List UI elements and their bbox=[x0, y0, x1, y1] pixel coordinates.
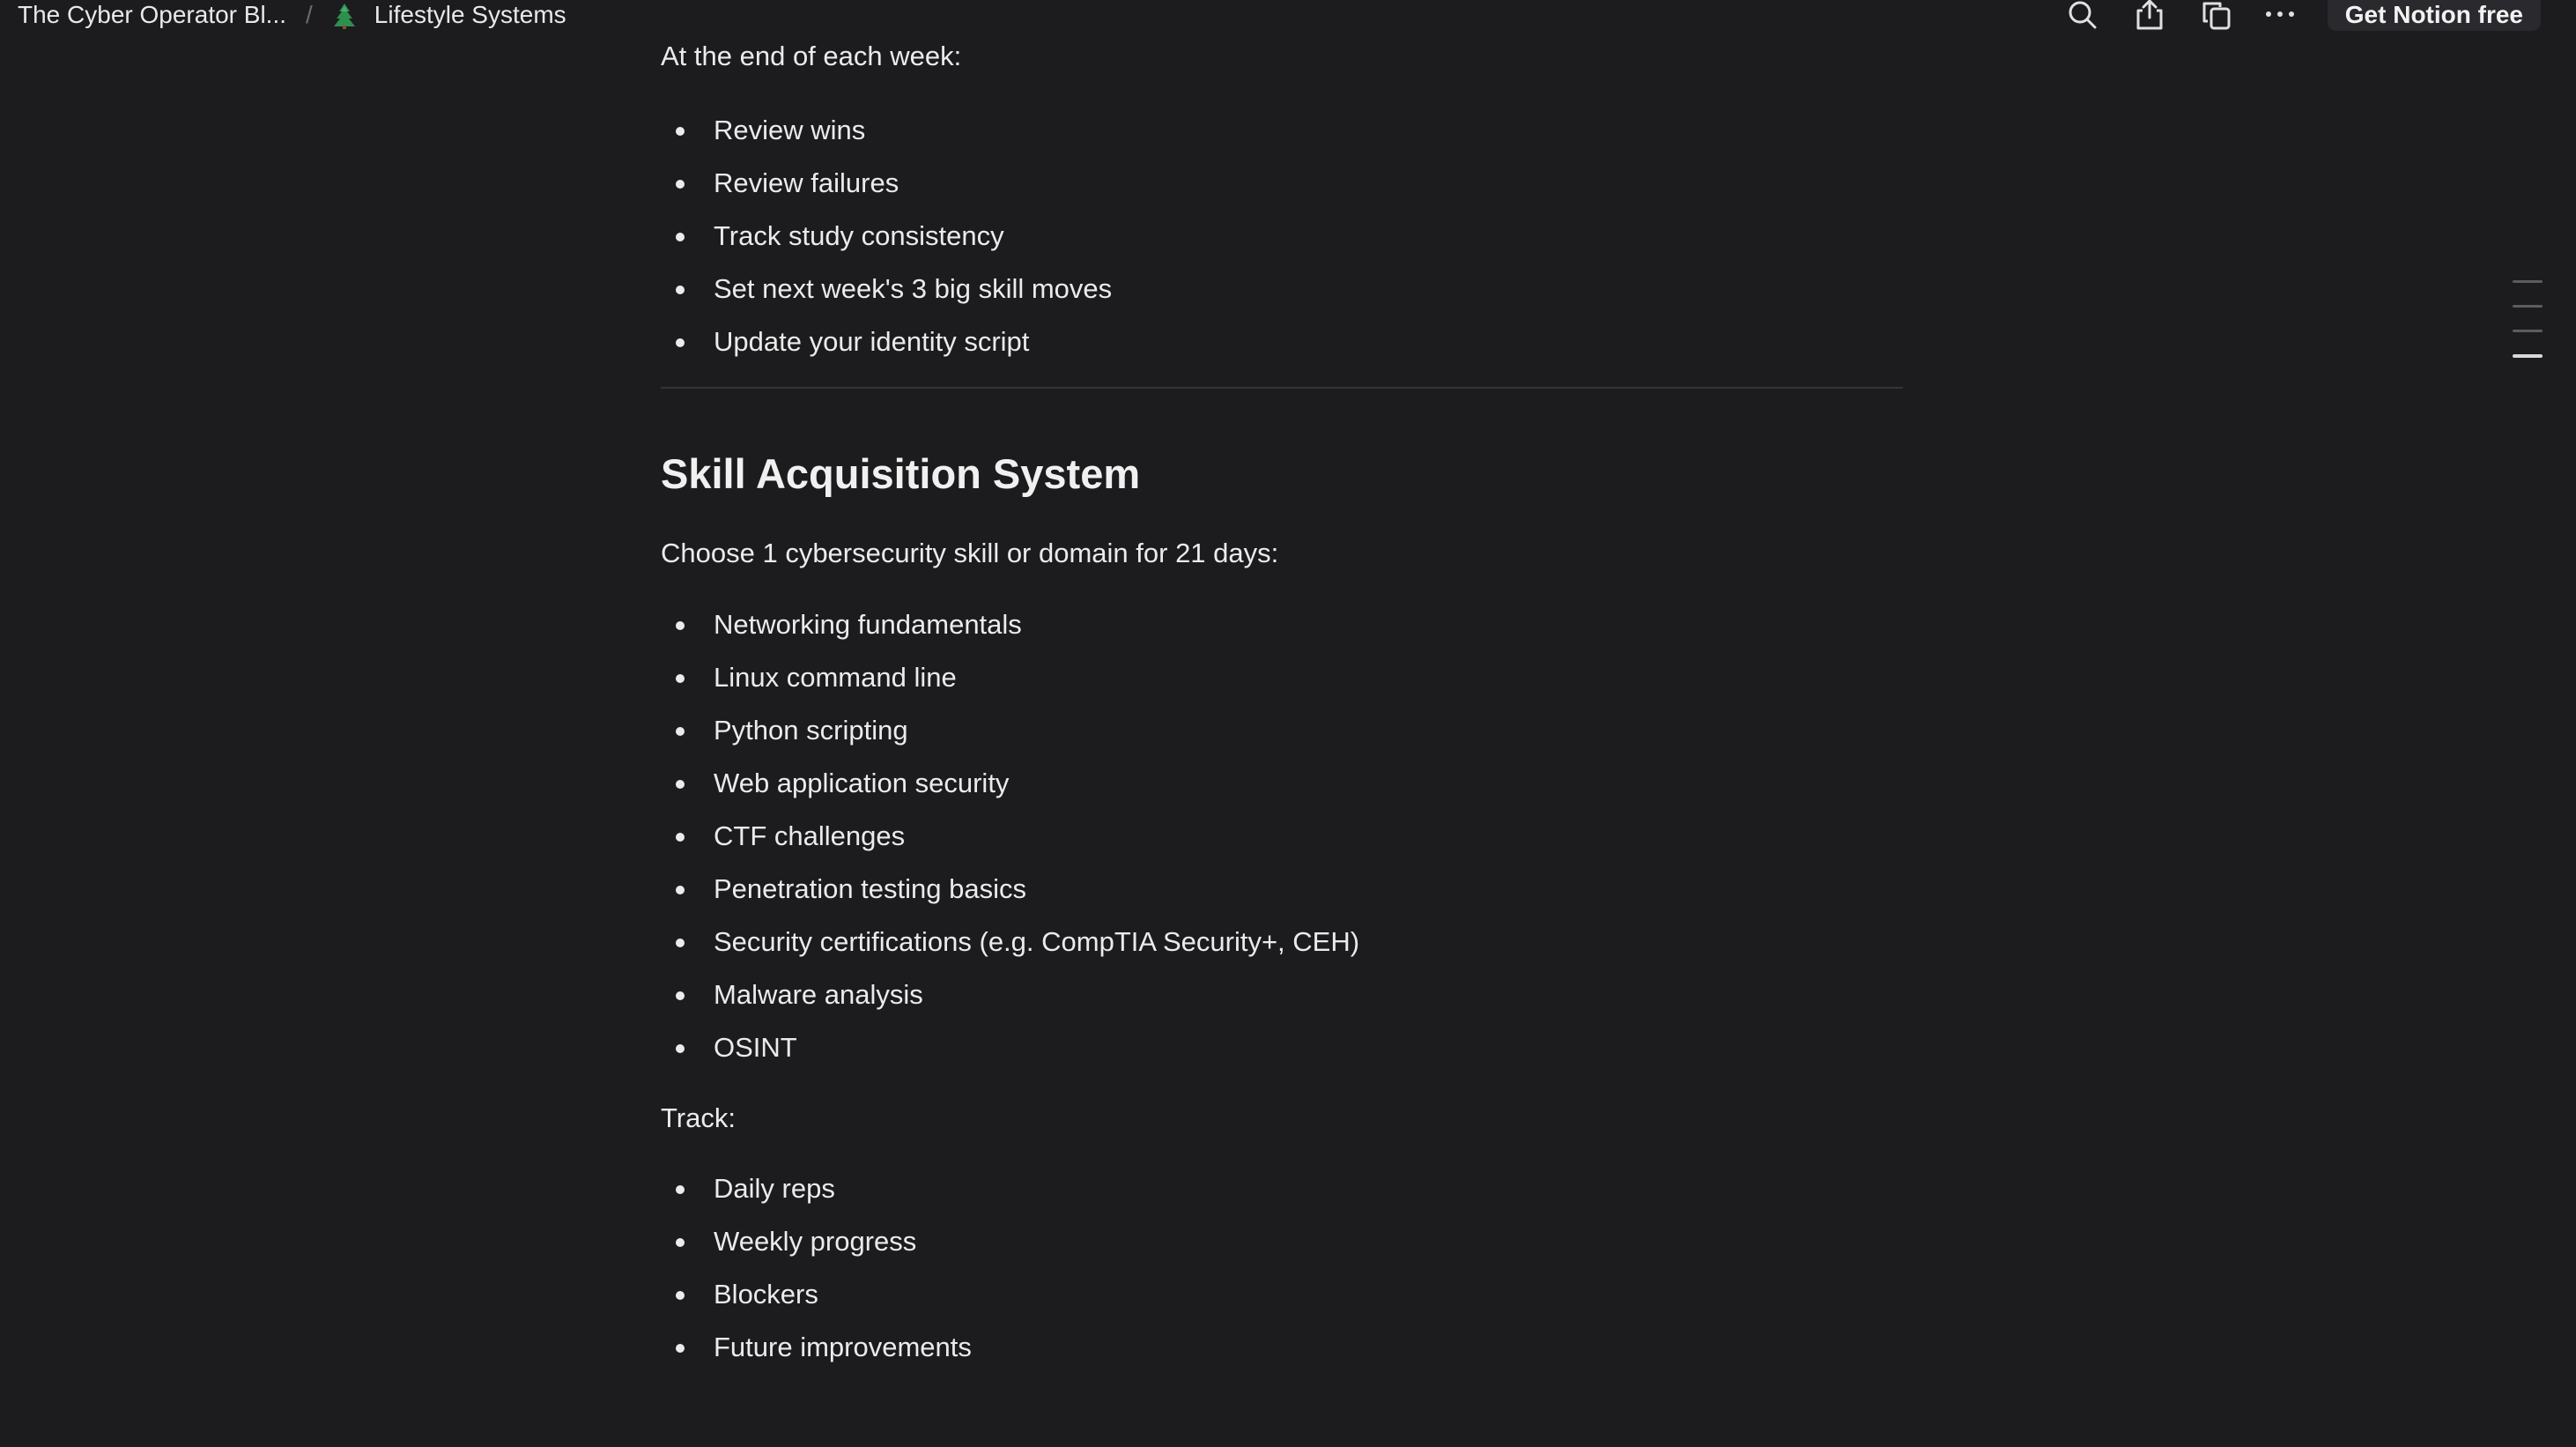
table-of-contents-outline bbox=[2513, 280, 2543, 380]
list-item: Track study consistency bbox=[661, 210, 1112, 263]
search-icon[interactable] bbox=[2065, 0, 2100, 32]
weekly-review-intro: At the end of each week: bbox=[661, 41, 962, 71]
outline-item[interactable] bbox=[2513, 305, 2543, 308]
list-item: Update your identity script bbox=[661, 315, 1112, 368]
list-item: Weekly progress bbox=[661, 1215, 972, 1268]
breadcrumb bbox=[18, 0, 566, 30]
duplicate-icon[interactable] bbox=[2199, 0, 2234, 32]
list-item: Review wins bbox=[661, 104, 1112, 157]
section-heading: Skill Acquisition System bbox=[661, 450, 1141, 497]
get-notion-free-button[interactable]: Get Notion free bbox=[2328, 0, 2541, 31]
breadcrumb-parent[interactable]: The Cyber Operator Bl... bbox=[18, 1, 287, 28]
top-bar bbox=[0, 0, 2576, 32]
list-item: CTF challenges bbox=[661, 810, 1359, 863]
divider bbox=[661, 387, 1903, 389]
list-item: Future improvements bbox=[661, 1321, 972, 1374]
list-item: OSINT bbox=[661, 1021, 1359, 1074]
list-item: Linux command line bbox=[661, 651, 1359, 704]
list-item: Python scripting bbox=[661, 704, 1359, 757]
skill-intro: Choose 1 cybersecurity skill or domain for 21 days: bbox=[661, 538, 1279, 568]
track-label: Track: bbox=[661, 1102, 736, 1133]
breadcrumb-current[interactable] bbox=[332, 1, 566, 30]
outline-item[interactable] bbox=[2513, 330, 2543, 332]
topbar-actions bbox=[2065, 0, 2576, 32]
list-item: Networking fundamentals bbox=[661, 598, 1359, 651]
more-icon[interactable] bbox=[2262, 0, 2298, 32]
outline-item-active[interactable] bbox=[2513, 354, 2543, 358]
list-item: Daily reps bbox=[661, 1162, 972, 1215]
weekly-review-list bbox=[661, 104, 1112, 368]
list-item: Penetration testing basics bbox=[661, 863, 1359, 916]
breadcrumb-separator: / bbox=[306, 1, 313, 28]
list-item: Blockers bbox=[661, 1268, 972, 1321]
tree-icon bbox=[332, 3, 357, 29]
list-item: Web application security bbox=[661, 757, 1359, 810]
breadcrumb-current-label: Lifestyle Systems bbox=[374, 0, 566, 28]
list-item: Security certifications (e.g. CompTIA Security+, CEH) bbox=[661, 916, 1359, 968]
track-list bbox=[661, 1162, 972, 1374]
outline-item[interactable] bbox=[2513, 280, 2543, 283]
skill-list bbox=[661, 598, 1359, 1074]
list-item: Review failures bbox=[661, 157, 1112, 210]
list-item: Set next week's 3 big skill moves bbox=[661, 263, 1112, 315]
list-item: Malware analysis bbox=[661, 968, 1359, 1021]
share-icon[interactable] bbox=[2132, 0, 2167, 32]
